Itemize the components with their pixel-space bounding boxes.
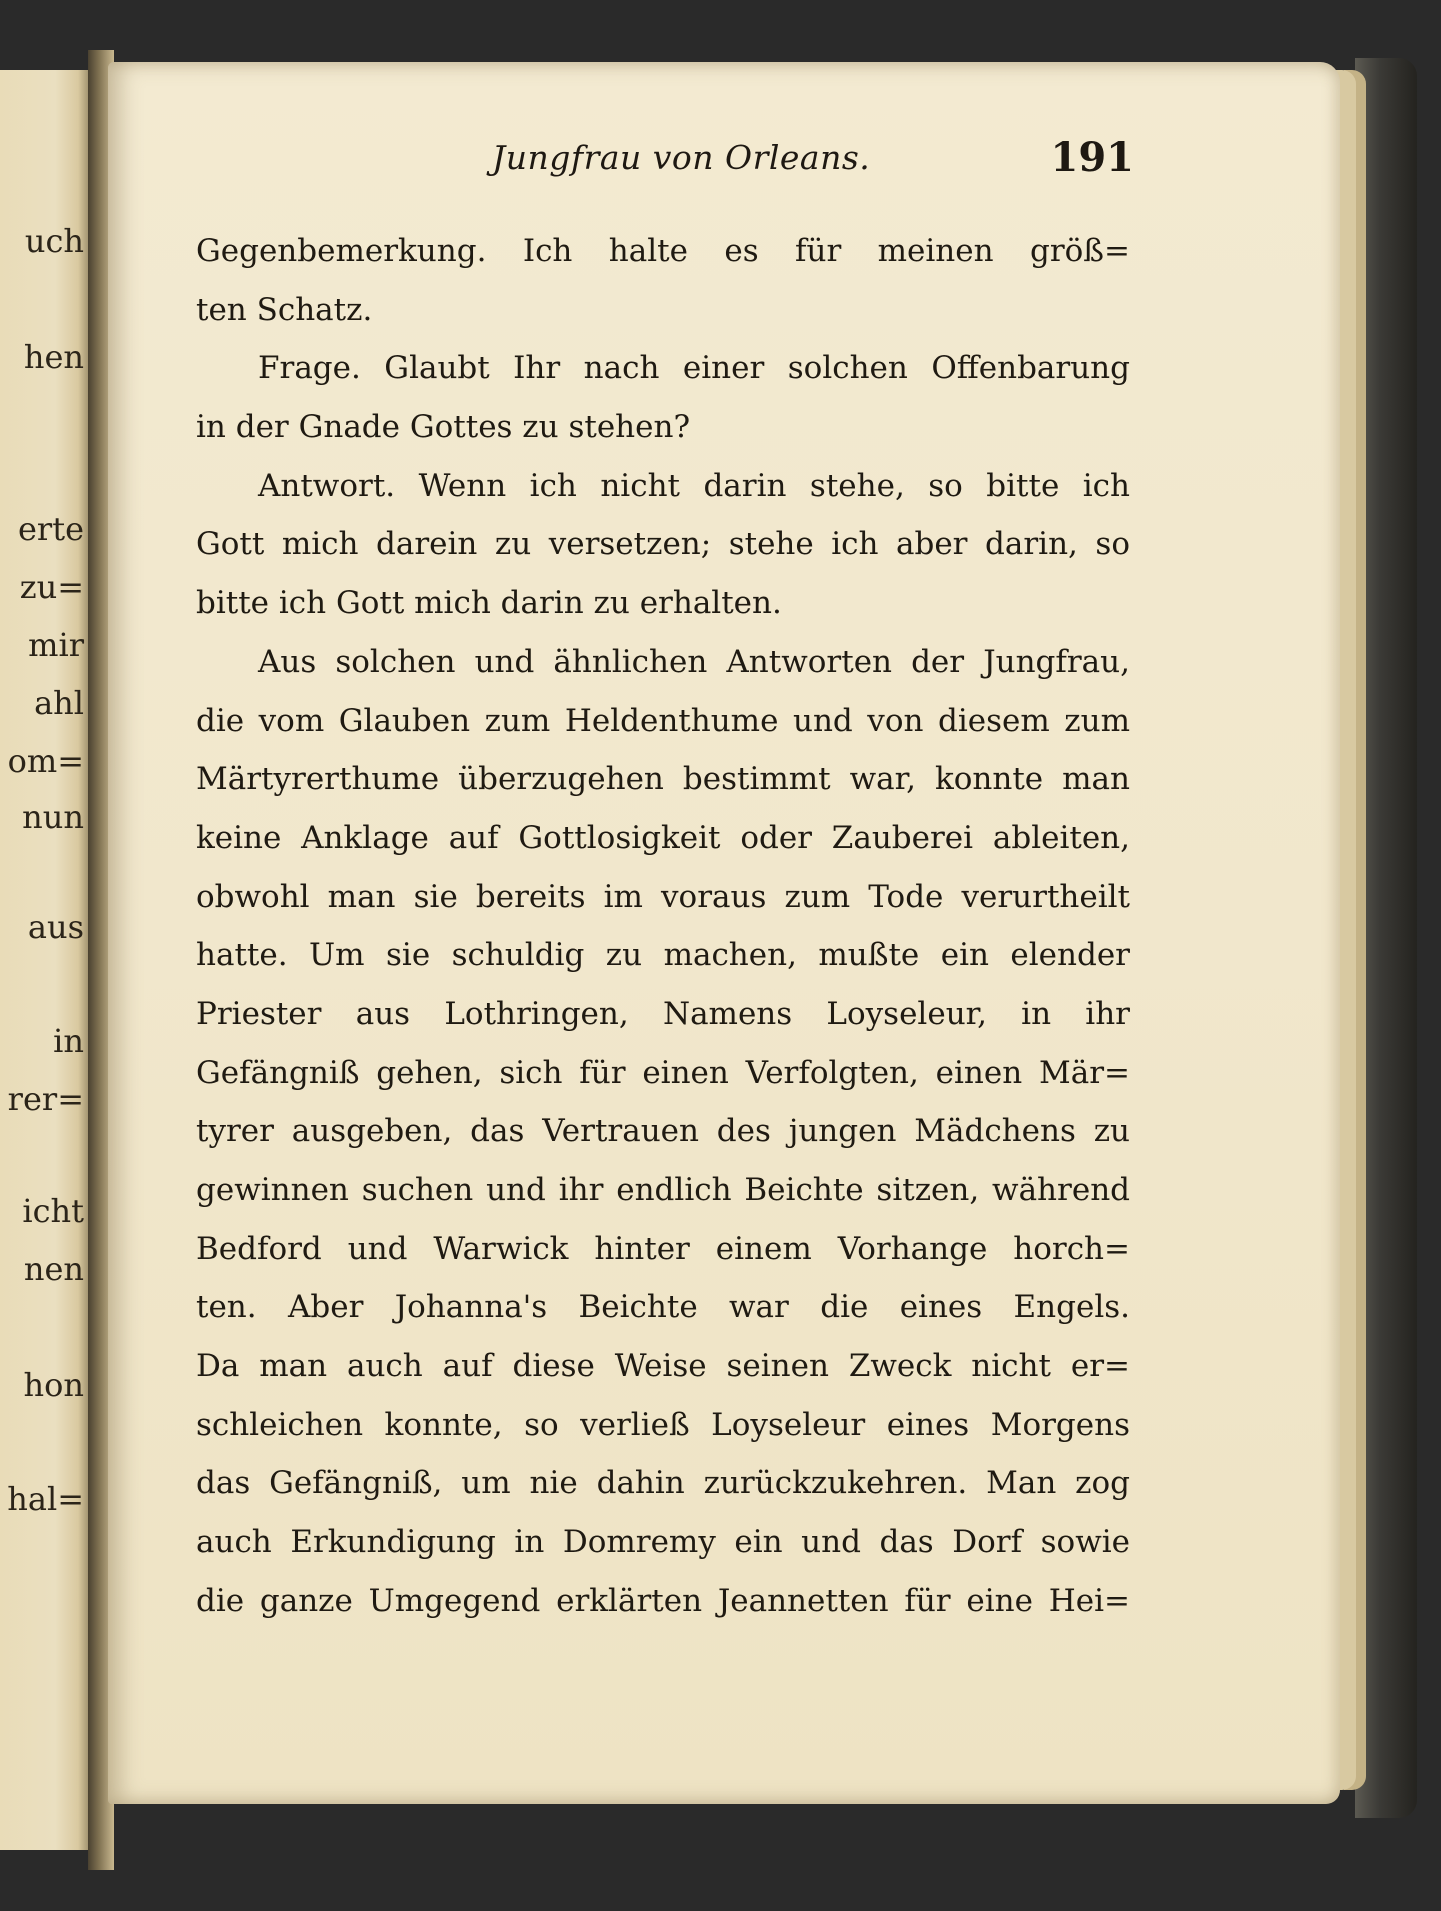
left-page-fragment: om=: [7, 742, 84, 780]
text-line: in der Gnade Gottes zu stehen?: [196, 409, 691, 446]
text-line: keine Anklage auf Gottlosigkeit oder Zauberei ableiten,: [196, 819, 1130, 856]
left-page-fragment: aus: [27, 908, 84, 946]
text-line: obwohl man sie bereits im voraus zum Tode verurtheilt: [196, 878, 1130, 915]
left-page: [0, 70, 92, 1850]
text-line: ten. Aber Johanna's Beichte war die eines Engels.: [196, 1289, 1130, 1326]
left-page-fragment: in: [53, 1022, 84, 1060]
body-text: [196, 222, 1130, 1631]
text-line: das Gefängniß, um nie dahin zurückzukehren. Man zog: [196, 1465, 1130, 1502]
text-line: Gott mich darein zu versetzen; stehe ich aber darin, so: [196, 526, 1130, 563]
text-line: Da man auch auf diese Weise seinen Zweck nicht er=: [196, 1348, 1130, 1385]
left-page-fragment: hon: [23, 1366, 84, 1404]
left-page-fragment: hal=: [7, 1480, 84, 1518]
running-head: [200, 134, 1140, 188]
left-page-fragment: icht: [22, 1192, 84, 1230]
text-line: auch Erkundigung in Domremy ein und das Dorf sowie: [196, 1524, 1130, 1561]
text-line: schleichen konnte, so verließ Loyseleur eines Morgens: [196, 1406, 1130, 1443]
text-line: Gegenbemerkung. Ich halte es für meinen größ=: [196, 233, 1130, 269]
text-line: Märtyrerthume überzugehen bestimmt war, konnte man: [196, 761, 1130, 798]
left-page-fragment: zu=: [19, 568, 84, 606]
text-line: tyrer ausgeben, das Vertrauen des jungen Mädchens zu: [196, 1113, 1130, 1150]
text-line: Antwort. Wenn ich nicht darin stehe, so bitte ich: [258, 467, 1130, 504]
text-line: die ganze Umgegend erklärten Jeannetten für eine Hei=: [196, 1582, 1130, 1619]
left-page-fragment: rer=: [7, 1080, 84, 1118]
running-title: Jungfrau von Orleans.: [492, 138, 871, 177]
text-line: Gefängniß gehen, sich für einen Verfolgten, einen Mär=: [196, 1054, 1130, 1091]
text-line: hatte. Um sie schuldig zu machen, mußte ein elender: [196, 937, 1130, 974]
text-line: die vom Glauben zum Heldenthume und von diesem zum: [196, 702, 1130, 739]
text-line: bitte ich Gott mich darin zu erhalten.: [196, 585, 782, 622]
left-page-fragment: ahl: [34, 684, 84, 722]
left-page-fragment: uch: [24, 222, 84, 260]
text-line: gewinnen suchen und ihr endlich Beichte sitzen, während: [196, 1172, 1130, 1208]
page-number: 191: [1050, 134, 1134, 181]
text-line: Frage. Glaubt Ihr nach einer solchen Offenbarung: [258, 350, 1130, 387]
left-page-fragment: nen: [23, 1250, 84, 1288]
text-line: Aus solchen und ähnlichen Antworten der Jungfrau,: [258, 643, 1130, 680]
left-page-fragment: nun: [22, 798, 84, 836]
text-line: Bedford und Warwick hinter einem Vorhange horch=: [196, 1230, 1130, 1267]
left-page-fragment: mir: [28, 626, 84, 664]
text-line: Priester aus Lothringen, Namens Loyseleur, in ihr: [196, 995, 1130, 1032]
text-line: ten Schatz.: [196, 291, 373, 328]
left-page-fragment: erte: [17, 510, 84, 548]
left-page-fragment: hen: [23, 338, 84, 376]
